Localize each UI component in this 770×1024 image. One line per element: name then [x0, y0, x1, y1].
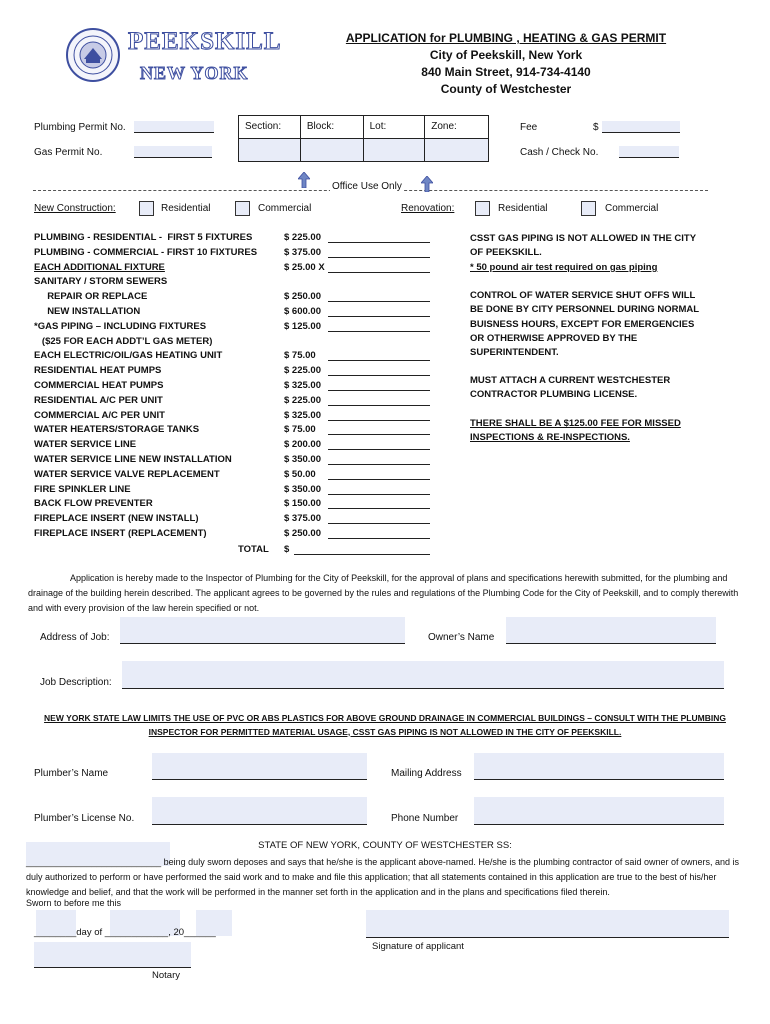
fee-item-amount: $ 125.00 — [284, 320, 321, 332]
fee-item-label: PLUMBING - COMMERCIAL - FIRST 10 FIXTURES — [34, 246, 258, 258]
fee-row — [34, 484, 454, 499]
fee-item-amount: $ 50.00 — [284, 468, 316, 480]
fee-row — [34, 262, 454, 277]
fee-row — [34, 454, 454, 469]
sworn-date-line: ________day of ____________, 20______ — [34, 927, 216, 938]
fee-item-field[interactable] — [328, 523, 430, 524]
phone-number-field[interactable] — [474, 797, 724, 825]
fee-row — [34, 232, 454, 247]
fee-item-label: REPAIR OR REPLACE — [34, 291, 148, 303]
fee-item-field[interactable] — [328, 242, 430, 243]
cash-check-label: Cash / Check No. — [520, 147, 599, 158]
fee-item-label: RESIDENTIAL A/C PER UNIT — [34, 394, 163, 406]
fee-item-label: FIREPLACE INSERT (NEW INSTALL) — [34, 513, 199, 525]
fee-item-label: EACH ADDITIONAL FIXTURE — [34, 261, 165, 273]
application-statement: Application is hereby made to the Inspector of Plumbing for the City of Peekskill, for the approval of plans and specifications herewith submitted, for the plumbing and drainage of the building herein described. The applicant agrees to be governed by the rules and regulations of the Plumbing Code for the City of Peekskill, and to comply therewith and with every provision of the law herein specified or not. — [28, 573, 739, 613]
fee-item-amount: $ 350.00 — [284, 454, 321, 465]
fee-item-field[interactable] — [328, 301, 430, 302]
fee-item-label: NEW INSTALLATION — [34, 306, 141, 317]
job-description-field[interactable] — [122, 661, 724, 689]
fee-item-label: WATER SERVICE LINE NEW INSTALLATION — [34, 454, 232, 465]
new-construction-label: New Construction: — [34, 203, 116, 214]
form-title: APPLICATION for PLUMBING , HEATING & GAS PERMIT — [345, 31, 667, 45]
block-field[interactable] — [300, 139, 363, 162]
plumbing-permit-field[interactable] — [134, 121, 214, 133]
fee-item-amount: $ 350.00 — [284, 483, 321, 495]
job-description-label: Job Description: — [40, 677, 112, 688]
owner-name-field[interactable] — [506, 617, 716, 644]
office-use-grid — [238, 115, 489, 162]
owner-name-label: Owner’s Name — [428, 632, 495, 643]
fee-item-label: PLUMBING - RESIDENTIAL - FIRST 5 FIXTURES — [34, 232, 253, 243]
missed-inspection-note: THERE SHALL BE A $125.00 FEE FOR MISSED INSPECTIONS & RE-INSPECTIONS. — [470, 418, 681, 444]
fee-item-label: WATER HEATERS/STORAGE TANKS — [34, 424, 200, 436]
fee-row — [34, 291, 454, 306]
office-use-label: Office Use Only — [332, 181, 402, 192]
fee-item-label: WATER SERVICE LINE — [34, 439, 137, 451]
notary-signature-field[interactable] — [34, 942, 191, 968]
fee-item-amount: $ 600.00 — [284, 306, 321, 317]
fee-item-amount: $ 325.00 — [284, 409, 321, 421]
total-field[interactable] — [294, 554, 430, 555]
total-row — [34, 544, 454, 559]
fee-dollar: $ — [593, 122, 599, 133]
fee-item-field[interactable] — [328, 420, 430, 421]
fee-item-label: RESIDENTIAL HEAT PUMPS — [34, 365, 162, 377]
fee-item-field[interactable] — [328, 316, 430, 317]
signature-label: Signature of applicant — [372, 941, 464, 952]
fee-item-amount: $ 200.00 — [284, 439, 321, 451]
fee-item-field[interactable] — [328, 494, 430, 495]
fee-item-field[interactable] — [328, 272, 430, 273]
block-label: Block: — [300, 116, 363, 139]
fee-row — [34, 276, 454, 291]
fee-item-label: SANITARY / STORM SEWERS — [34, 276, 168, 288]
mailing-address-label: Mailing Address — [391, 768, 462, 779]
air-test-note: * 50 pound air test required on gas piping — [470, 262, 658, 273]
shutoff-note: CONTROL OF WATER SERVICE SHUT OFFS WILL BE DONE BY CITY PERSONNEL DURING NORMAL BUISNESS HOURS, EXCEPT FOR EMERGENCIES OR OTHERWISE APPROVED BY THE SUPERINTENDENT. — [470, 290, 699, 359]
renovation-residential-checkbox[interactable] — [475, 201, 490, 216]
fee-item-field[interactable] — [328, 257, 430, 258]
job-address-field[interactable] — [120, 617, 405, 644]
new-commercial-checkbox[interactable] — [235, 201, 250, 216]
oath-name-blank: ___________________________ — [26, 857, 162, 867]
fee-item-amount: $ 225.00 — [284, 365, 321, 377]
fee-row — [34, 380, 454, 395]
fee-item-label: FIREPLACE INSERT (REPLACEMENT) — [34, 528, 207, 539]
plumbing-permit-label: Plumbing Permit No. — [34, 122, 126, 133]
renovation-residential-label: Residential — [498, 203, 548, 214]
header-address: 840 Main Street, 914-734-4140 — [421, 65, 591, 79]
fee-row — [34, 410, 454, 425]
notary-label: Notary — [152, 970, 180, 981]
fee-item-label: COMMERCIAL A/C PER UNIT — [34, 409, 165, 421]
pvc-notice: NEW YORK STATE LAW LIMITS THE USE OF PVC OR ABS PLASTICS FOR ABOVE GROUND DRAINAGE IN COMMERCIAL BUILDINGS – CONSULT WITH THE PLUMBING INSPECTOR FOR PERMITTED MATERIAL USAGE, CSST GAS PIPING IS NOT ALLOWED IN THE CITY OF PEEKSKILL. — [44, 713, 726, 737]
zone-label: Zone: — [425, 116, 489, 139]
sworn-label: Sworn to before me this — [26, 898, 122, 908]
fee-item-field[interactable] — [328, 375, 430, 376]
renovation-commercial-label: Commercial — [605, 203, 659, 214]
form-header — [300, 30, 712, 98]
up-arrow-icon — [421, 176, 433, 192]
plumber-license-label: Plumber’s License No. — [34, 813, 135, 824]
applicant-signature-field[interactable] — [366, 910, 729, 938]
fee-item-field[interactable] — [328, 538, 430, 539]
total-dollar: $ — [284, 544, 290, 555]
fee-row — [34, 469, 454, 484]
fee-item-field[interactable] — [328, 508, 430, 509]
section-field[interactable] — [239, 139, 301, 162]
fee-row — [34, 336, 454, 351]
logo-state-name: NEW YORK — [140, 63, 249, 83]
fee-row — [34, 513, 454, 528]
plumber-license-field[interactable] — [152, 797, 367, 825]
fee-row — [34, 439, 454, 454]
fee-item-field[interactable] — [328, 434, 430, 435]
plumber-name-label: Plumber’s Name — [34, 768, 109, 779]
plumber-name-field[interactable] — [152, 753, 367, 780]
header-city: City of Peekskill, New York — [429, 48, 583, 62]
fee-item-label: FIRE SPINKLER LINE — [34, 483, 131, 495]
fee-row — [34, 321, 454, 336]
gas-permit-field[interactable] — [134, 146, 212, 158]
fee-row — [34, 498, 454, 513]
new-residential-checkbox[interactable] — [139, 201, 154, 216]
fee-row — [34, 424, 454, 439]
fee-row — [34, 350, 454, 365]
fee-item-amount: $ 75.00 — [284, 424, 316, 436]
fee-item-amount: $ 250.00 — [284, 528, 321, 539]
renovation-commercial-checkbox[interactable] — [581, 201, 596, 216]
oath-text: being duly sworn deposes and says that he/she is the applicant above-named. He/she is the plumbing contractor of said owner of owners, and is duly authorized to perform or have performed the said work and to make and file this application; that all statements contained in this application are true to the best of his/her knowledge and belief, and that the work will be performed in the manner set forth in the application and in the plans and specifications filed therein. — [26, 857, 739, 897]
fee-item-label: COMMERCIAL HEAT PUMPS — [34, 380, 164, 391]
fee-item-amount: $ 150.00 — [284, 498, 321, 510]
fee-field[interactable] — [602, 121, 680, 133]
new-residential-label: Residential — [161, 203, 211, 214]
fee-item-field[interactable] — [328, 360, 430, 361]
lot-label: Lot: — [363, 116, 425, 139]
fee-item-field[interactable] — [328, 464, 430, 465]
header-county: County of Westchester — [440, 82, 572, 96]
fee-item-label: WATER SERVICE VALVE REPLACEMENT — [34, 468, 220, 480]
section-label: Section: — [239, 116, 301, 139]
fee-item-field[interactable] — [328, 479, 430, 480]
fee-item-field[interactable] — [328, 449, 430, 450]
total-label: TOTAL — [238, 544, 269, 555]
oath-statement — [26, 855, 750, 900]
phone-number-label: Phone Number — [391, 813, 459, 824]
license-note: MUST ATTACH A CURRENT WESTCHESTER CONTRACTOR PLUMBING LICENSE. — [470, 375, 671, 401]
zone-field[interactable] — [425, 139, 489, 162]
fee-row — [34, 395, 454, 410]
fee-item-amount: $ 375.00 — [284, 513, 321, 525]
fee-row — [34, 247, 454, 262]
oath-heading: STATE OF NEW YORK, COUNTY OF WESTCHESTER SS: — [258, 840, 512, 851]
fee-item-label: BACK FLOW PREVENTER — [34, 498, 153, 510]
fee-item-field[interactable] — [328, 405, 430, 406]
fee-item-label: ($25 FOR EACH ADDT’L GAS METER) — [34, 335, 213, 347]
fee-item-amount: $ 25.00 X — [284, 261, 325, 273]
new-commercial-label: Commercial — [258, 203, 312, 214]
fee-item-amount: $ 75.00 — [284, 350, 316, 362]
up-arrow-icon — [298, 172, 310, 188]
lot-field[interactable] — [363, 139, 425, 162]
city-seal-logo — [66, 28, 120, 82]
job-address-label: Address of Job: — [40, 632, 110, 643]
fee-item-field[interactable] — [328, 331, 430, 332]
renovation-label: Renovation: — [401, 203, 455, 214]
fee-item-amount: $ 375.00 — [284, 246, 321, 258]
fee-row — [34, 306, 454, 321]
csst-note: CSST GAS PIPING IS NOT ALLOWED IN THE CITY OF PEEKSKILL. — [470, 233, 696, 259]
fee-item-field[interactable] — [328, 390, 430, 391]
fee-item-label: EACH ELECTRIC/OIL/GAS HEATING UNIT — [34, 350, 223, 362]
fee-row — [34, 365, 454, 380]
fee-item-amount: $ 225.00 — [284, 232, 321, 243]
mailing-address-field[interactable] — [474, 753, 724, 780]
gas-permit-label: Gas Permit No. — [34, 147, 103, 158]
fee-item-amount: $ 325.00 — [284, 380, 321, 391]
fee-item-label: *GAS PIPING – INCLUDING FIXTURES — [34, 320, 207, 332]
fee-row — [34, 528, 454, 543]
cash-check-field[interactable] — [619, 146, 679, 158]
fee-item-amount: $ 250.00 — [284, 291, 321, 303]
logo-city-name: PEEKSKILL — [128, 28, 282, 55]
fee-label: Fee — [520, 122, 538, 133]
fee-item-amount: $ 225.00 — [284, 394, 321, 406]
